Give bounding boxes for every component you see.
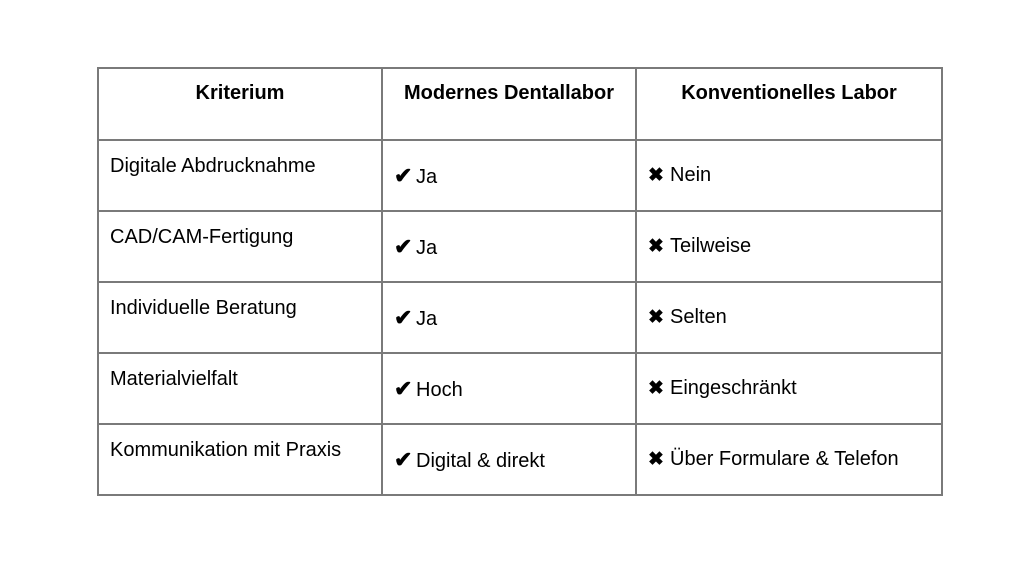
header-row bbox=[98, 68, 942, 140]
conventional-cell bbox=[636, 211, 942, 282]
header-criterion: Kriterium bbox=[98, 68, 382, 140]
comparison-table bbox=[97, 67, 943, 496]
modern-cell bbox=[382, 211, 636, 282]
conventional-cell bbox=[636, 424, 942, 495]
table-row bbox=[98, 282, 942, 353]
modern-cell bbox=[382, 140, 636, 211]
criterion-cell: Individuelle Beratung bbox=[98, 282, 382, 353]
header-modern-lab: Modernes Dentallabor bbox=[382, 68, 636, 140]
conventional-value: Eingeschränkt bbox=[670, 377, 797, 399]
cross-icon: ✖ bbox=[648, 165, 664, 186]
cross-icon: ✖ bbox=[648, 449, 664, 470]
conventional-cell bbox=[636, 282, 942, 353]
conventional-cell bbox=[636, 353, 942, 424]
conventional-value: Selten bbox=[670, 306, 727, 328]
check-icon: ✔ bbox=[394, 375, 413, 401]
table-row bbox=[98, 424, 942, 495]
conventional-cell bbox=[636, 140, 942, 211]
table-header bbox=[98, 68, 942, 140]
modern-value: Ja bbox=[416, 307, 438, 330]
modern-cell bbox=[382, 282, 636, 353]
conventional-value: Über Formulare & Telefon bbox=[670, 448, 899, 470]
criterion-cell: Kommunikation mit Praxis bbox=[98, 424, 382, 495]
criterion-cell: Materialvielfalt bbox=[98, 353, 382, 424]
criterion-cell: Digitale Abdrucknahme bbox=[98, 140, 382, 211]
cross-icon: ✖ bbox=[648, 378, 664, 399]
check-icon: ✔ bbox=[394, 446, 413, 472]
table-row bbox=[98, 211, 942, 282]
modern-value: Digital & direkt bbox=[416, 449, 545, 472]
header-conventional-lab: Konventionelles Labor bbox=[636, 68, 942, 140]
cross-icon: ✖ bbox=[648, 236, 664, 257]
check-icon: ✔ bbox=[394, 233, 413, 259]
modern-value: Ja bbox=[416, 165, 438, 188]
check-icon: ✔ bbox=[394, 304, 413, 330]
table-body bbox=[98, 140, 942, 495]
modern-cell bbox=[382, 424, 636, 495]
table-row bbox=[98, 140, 942, 211]
check-icon: ✔ bbox=[394, 162, 413, 188]
modern-value: Ja bbox=[416, 236, 438, 259]
table-row bbox=[98, 353, 942, 424]
conventional-value: Teilweise bbox=[670, 235, 752, 257]
conventional-value: Nein bbox=[670, 164, 712, 186]
cross-icon: ✖ bbox=[648, 307, 664, 328]
criterion-cell: CAD/CAM-Fertigung bbox=[98, 211, 382, 282]
modern-cell bbox=[382, 353, 636, 424]
modern-value: Hoch bbox=[416, 378, 463, 401]
